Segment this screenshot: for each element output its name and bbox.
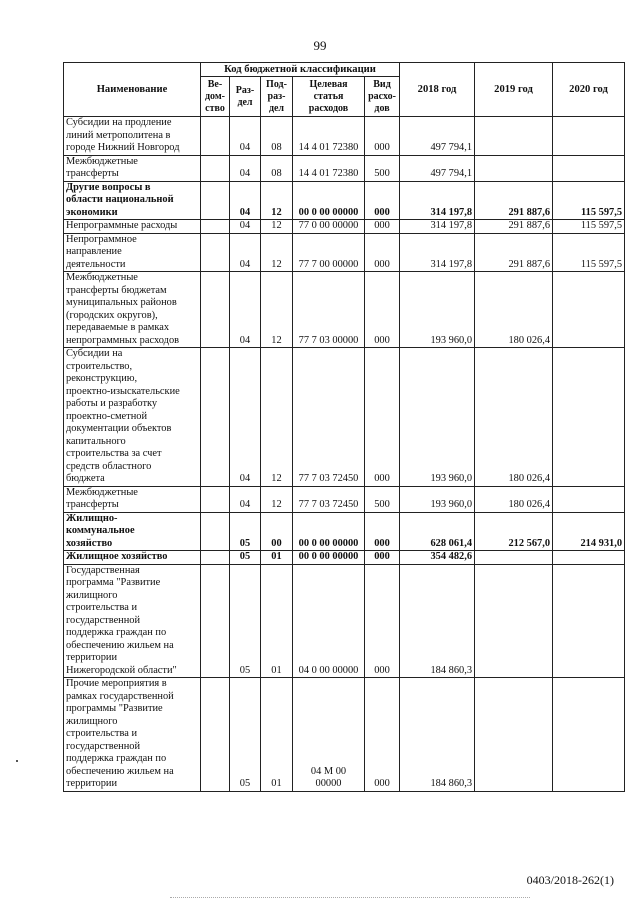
cell-2020 xyxy=(553,678,625,792)
header-year-2018: 2018 год xyxy=(400,63,475,117)
cell-2019 xyxy=(475,678,553,792)
budget-table xyxy=(63,62,625,792)
cell-razdel: 04 xyxy=(230,233,261,272)
cell-vid-raskhodov: 000 xyxy=(365,512,400,551)
table-body xyxy=(64,117,625,792)
cell-celevaya-statya: 77 7 03 72450 xyxy=(293,348,365,487)
table-row xyxy=(64,564,625,678)
cell-2019: 291 887,6 xyxy=(475,181,553,220)
cell-celevaya-statya: 77 7 00 00000 xyxy=(293,233,365,272)
cell-podrazdel: 12 xyxy=(261,181,293,220)
cell-2020: 214 931,0 xyxy=(553,512,625,551)
cell-2019: 212 567,0 xyxy=(475,512,553,551)
cell-name: Другие вопросы в области национальной экономики xyxy=(64,181,201,220)
cell-podrazdel: 01 xyxy=(261,678,293,792)
table-row xyxy=(64,678,625,792)
cell-celevaya-statya: 04 М 00 00000 xyxy=(293,678,365,792)
cell-vedomstvo xyxy=(201,272,230,348)
cell-celevaya-statya: 77 0 00 00000 xyxy=(293,220,365,234)
cell-podrazdel: 01 xyxy=(261,564,293,678)
cell-2020 xyxy=(553,564,625,678)
document-code: 0403/2018-262(1) xyxy=(526,873,614,887)
cell-2020 xyxy=(553,348,625,487)
table-row xyxy=(64,486,625,512)
cell-razdel: 04 xyxy=(230,181,261,220)
cell-podrazdel: 08 xyxy=(261,117,293,156)
header-code-group: Код бюджетной классификации xyxy=(201,63,400,77)
cell-celevaya-statya: 14 4 01 72380 xyxy=(293,117,365,156)
cell-vid-raskhodov: 000 xyxy=(365,272,400,348)
cell-2018: 184 860,3 xyxy=(400,678,475,792)
cell-razdel: 04 xyxy=(230,272,261,348)
cell-2019: 291 887,6 xyxy=(475,220,553,234)
cell-name: Межбюджетные трансферты xyxy=(64,155,201,181)
cell-podrazdel: 12 xyxy=(261,348,293,487)
header-celevaya-statya: Целевая статья расходов xyxy=(293,77,365,117)
cell-vedomstvo xyxy=(201,155,230,181)
header-year-2019: 2019 год xyxy=(475,63,553,117)
table-row xyxy=(64,117,625,156)
table-row xyxy=(64,272,625,348)
cell-2018: 354 482,6 xyxy=(400,551,475,565)
table-row xyxy=(64,220,625,234)
cell-2018: 497 794,1 xyxy=(400,155,475,181)
cell-2019: 180 026,4 xyxy=(475,486,553,512)
cell-2020 xyxy=(553,272,625,348)
cell-vedomstvo xyxy=(201,564,230,678)
cell-2020 xyxy=(553,551,625,565)
cell-vid-raskhodov: 000 xyxy=(365,181,400,220)
cell-name: Непрограммные расходы xyxy=(64,220,201,234)
cell-razdel: 05 xyxy=(230,678,261,792)
cell-vid-raskhodov: 000 xyxy=(365,564,400,678)
cell-2018: 184 860,3 xyxy=(400,564,475,678)
table-row xyxy=(64,551,625,565)
cell-podrazdel: 12 xyxy=(261,220,293,234)
cell-2020: 115 597,5 xyxy=(553,233,625,272)
cell-2018: 628 061,4 xyxy=(400,512,475,551)
cell-vid-raskhodov: 000 xyxy=(365,117,400,156)
cell-2019: 180 026,4 xyxy=(475,348,553,487)
cell-name: Межбюджетные трансферты бюджетам муниципальных районов (городских округов), передаваемые в рамках непрограммных расходов xyxy=(64,272,201,348)
cell-2019: 180 026,4 xyxy=(475,272,553,348)
cell-2018: 193 960,0 xyxy=(400,486,475,512)
cell-razdel: 05 xyxy=(230,512,261,551)
cell-2020 xyxy=(553,155,625,181)
header-vid-raskhodov: Вид расхо- дов xyxy=(365,77,400,117)
cell-2019 xyxy=(475,117,553,156)
cell-2020 xyxy=(553,486,625,512)
header-podrazdel: Под- раз- дел xyxy=(261,77,293,117)
cell-vedomstvo xyxy=(201,220,230,234)
cell-2018: 497 794,1 xyxy=(400,117,475,156)
cell-podrazdel: 12 xyxy=(261,486,293,512)
cell-celevaya-statya: 00 0 00 00000 xyxy=(293,181,365,220)
cell-2020: 115 597,5 xyxy=(553,220,625,234)
margin-mark xyxy=(16,760,18,762)
cell-razdel: 05 xyxy=(230,551,261,565)
cell-name: Межбюджетные трансферты xyxy=(64,486,201,512)
cell-name: Жилищно- коммунальное хозяйство xyxy=(64,512,201,551)
cell-vedomstvo xyxy=(201,117,230,156)
cell-podrazdel: 12 xyxy=(261,272,293,348)
cell-2020 xyxy=(553,117,625,156)
bottom-rule xyxy=(170,897,530,898)
cell-2018: 193 960,0 xyxy=(400,348,475,487)
cell-vedomstvo xyxy=(201,512,230,551)
cell-celevaya-statya: 00 0 00 00000 xyxy=(293,551,365,565)
cell-2019: 291 887,6 xyxy=(475,233,553,272)
cell-celevaya-statya: 14 4 01 72380 xyxy=(293,155,365,181)
cell-name: Субсидии на продление линий метрополитена в городе Нижний Новгород xyxy=(64,117,201,156)
cell-vedomstvo xyxy=(201,181,230,220)
table-row xyxy=(64,181,625,220)
cell-celevaya-statya: 77 7 03 72450 xyxy=(293,486,365,512)
cell-name: Субсидии на строительство, реконструкцию, проектно-изыскательские работы и разработку проектно-сметной документации объектов капитального строительства за счет средств областного бюджета xyxy=(64,348,201,487)
cell-2018: 314 197,8 xyxy=(400,220,475,234)
cell-name: Жилищное хозяйство xyxy=(64,551,201,565)
table-row xyxy=(64,348,625,487)
cell-2019 xyxy=(475,564,553,678)
cell-vid-raskhodov: 000 xyxy=(365,233,400,272)
header-year-2020: 2020 год xyxy=(553,63,625,117)
table-row xyxy=(64,233,625,272)
cell-razdel: 04 xyxy=(230,117,261,156)
header-razdel: Раз- дел xyxy=(230,77,261,117)
cell-vedomstvo xyxy=(201,233,230,272)
page-number: 99 xyxy=(313,38,327,53)
cell-vedomstvo xyxy=(201,348,230,487)
header-vedomstvo: Ве- дом- ство xyxy=(201,77,230,117)
table-row xyxy=(64,155,625,181)
cell-razdel: 04 xyxy=(230,220,261,234)
cell-celevaya-statya: 00 0 00 00000 xyxy=(293,512,365,551)
cell-vid-raskhodov: 000 xyxy=(365,678,400,792)
cell-vedomstvo xyxy=(201,551,230,565)
cell-razdel: 04 xyxy=(230,155,261,181)
cell-2019 xyxy=(475,155,553,181)
cell-celevaya-statya: 77 7 03 00000 xyxy=(293,272,365,348)
cell-2020: 115 597,5 xyxy=(553,181,625,220)
cell-celevaya-statya: 04 0 00 00000 xyxy=(293,564,365,678)
cell-2018: 314 197,8 xyxy=(400,181,475,220)
cell-podrazdel: 01 xyxy=(261,551,293,565)
cell-razdel: 05 xyxy=(230,564,261,678)
cell-2018: 314 197,8 xyxy=(400,233,475,272)
cell-razdel: 04 xyxy=(230,348,261,487)
cell-podrazdel: 00 xyxy=(261,512,293,551)
cell-name: Государственная программа "Развитие жилищного строительства и государственной поддержка граждан по обеспечению жильем на территории Нижегородской области" xyxy=(64,564,201,678)
header-name: Наименование xyxy=(64,63,201,117)
cell-vid-raskhodov: 500 xyxy=(365,155,400,181)
cell-vid-raskhodov: 000 xyxy=(365,220,400,234)
cell-vid-raskhodov: 500 xyxy=(365,486,400,512)
cell-vedomstvo xyxy=(201,486,230,512)
cell-2018: 193 960,0 xyxy=(400,272,475,348)
cell-razdel: 04 xyxy=(230,486,261,512)
cell-name: Прочие мероприятия в рамках государственной программы "Развитие жилищного строительства и государственной поддержка граждан по обеспечению жильем на территории xyxy=(64,678,201,792)
cell-vid-raskhodov: 000 xyxy=(365,348,400,487)
cell-name: Непрограммное направление деятельности xyxy=(64,233,201,272)
table-header xyxy=(64,63,625,117)
cell-podrazdel: 12 xyxy=(261,233,293,272)
cell-vedomstvo xyxy=(201,678,230,792)
cell-2019 xyxy=(475,551,553,565)
cell-vid-raskhodov: 000 xyxy=(365,551,400,565)
table-row xyxy=(64,512,625,551)
cell-podrazdel: 08 xyxy=(261,155,293,181)
